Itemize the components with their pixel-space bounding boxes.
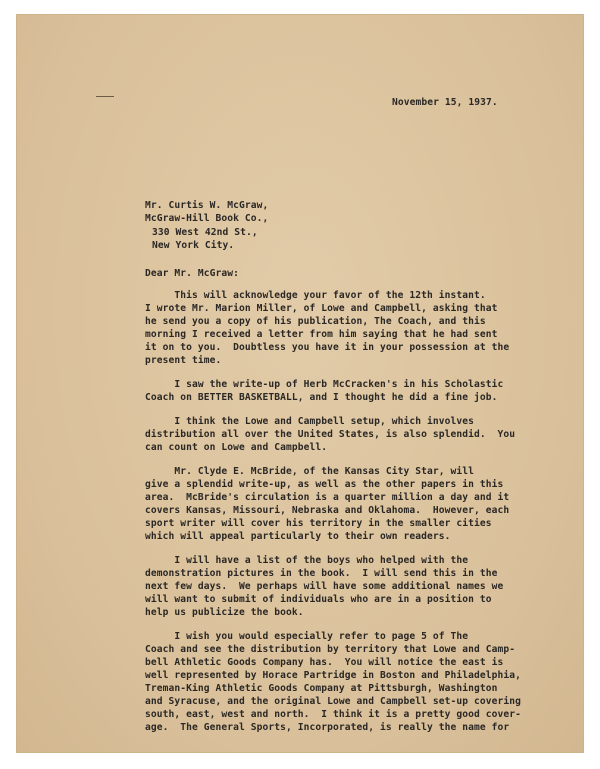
letter-page [16, 14, 584, 753]
address-line: 330 West 42nd St., [152, 226, 258, 238]
recipient-address [145, 199, 268, 253]
text-line: age. The General Sports, Incorporated, is really the name for [145, 721, 510, 733]
text-line: can count on Lowe and Campbell. [145, 442, 328, 454]
text-line: distribution all over the United States, is also splendid. You [145, 429, 516, 441]
text-line: morning I received a letter from him saying that he had sent [145, 328, 498, 340]
paragraph-5 [145, 555, 540, 620]
text-line: Treman-King Athletic Goods Company at Pittsburgh, Washington [145, 683, 498, 695]
text-line: Coach and see the distribution by territory that Lowe and Camp- [145, 644, 516, 656]
text-line: present time. [145, 354, 222, 366]
text-line: demonstration pictures in the book. I will send this in the [145, 568, 498, 580]
letter [16, 14, 584, 753]
salutation: Dear Mr. McGraw: [145, 268, 240, 279]
text-line: covers Kansas, Missouri, Nebraska and Oklahoma. However, each [145, 505, 510, 517]
text-line: next few days. We perhaps will have some additional names we [145, 581, 504, 593]
text-line: and Syracuse, and the original Lowe and Campbell set-up covering [145, 695, 522, 707]
text-line: south, east, west and north. I think it is a pretty good cover- [145, 708, 522, 720]
text-line: sport writer will cover his territory in the smaller cities [145, 518, 492, 530]
text-line: Mr. Clyde E. McBride, of the Kansas City Star, will [145, 466, 475, 478]
text-line: This will acknowledge your favor of the 12th instant. [145, 290, 486, 301]
letter-date: November 15, 1937. [392, 97, 498, 108]
text-line: I wish you would especially refer to page 5 of The [145, 631, 469, 643]
address-line: McGraw-Hill Book Co., [145, 213, 269, 225]
text-line: Coach on BETTER BASKETBALL, and I thought he did a fine job. [145, 391, 498, 403]
paragraph-6 [145, 631, 540, 734]
text-line: give a splendid write-up, as well as the other papers in this [145, 479, 504, 491]
text-line: will want to submit of individuals who are in a position to [145, 594, 492, 606]
text-line: it on to you. Doubtless you have it in your possession at the [145, 341, 510, 353]
text-line: I will have a list of the boys who helped with the [145, 555, 469, 567]
paragraph-2 [145, 379, 540, 405]
letter-body [145, 290, 540, 746]
text-line: which will appeal particularly to their own readers. [145, 531, 451, 542]
text-line: he send you a copy of his publication, The Coach, and this [145, 315, 486, 327]
text-line: I saw the write-up of Herb McCracken's in his Scholastic [145, 378, 504, 390]
text-line: help us publicize the book. [145, 607, 304, 619]
paragraph-3 [145, 416, 540, 455]
paragraph-4 [145, 466, 540, 543]
address-line: New York City. [152, 240, 235, 252]
paragraph-1 [145, 290, 540, 367]
text-line: bell Athletic Goods Company has. You will notice the east is [145, 657, 504, 669]
text-line: I think the Lowe and Campbell setup, which involves [145, 416, 475, 428]
address-line: Mr. Curtis W. McGraw, [145, 200, 269, 211]
text-line: area. McBride's circulation is a quarter million a day and it [145, 492, 510, 504]
text-line: well represented by Horace Partridge in Boston and Philadelphia, [145, 670, 522, 682]
text-line: I wrote Mr. Marion Miller, of Lowe and Campbell, asking that [145, 302, 498, 314]
